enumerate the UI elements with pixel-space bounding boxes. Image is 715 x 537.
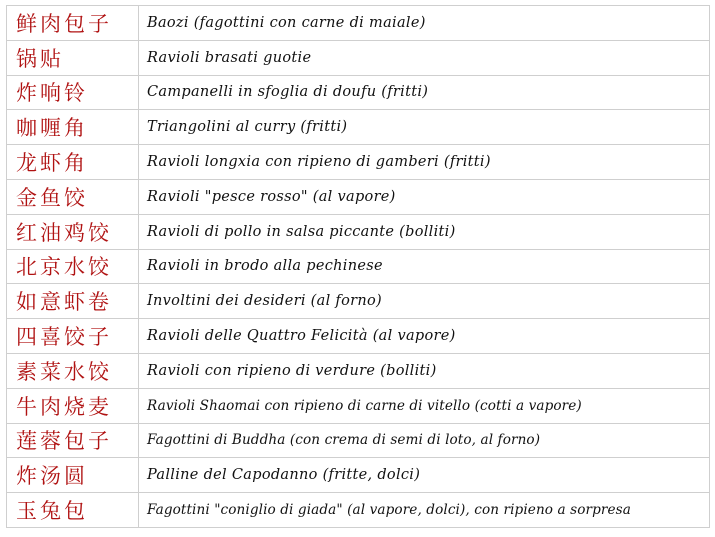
- table-row: [7, 423, 710, 458]
- italian-dish-description: Ravioli "pesce rosso" (al vapore): [139, 179, 710, 214]
- chinese-dish-name: 金鱼饺: [7, 179, 139, 214]
- italian-dish-description: Ravioli con ripieno di verdure (bolliti): [139, 353, 710, 388]
- italian-dish-description: Fagottini "coniglio di giada" (al vapore, dolci), con ripieno a sorpresa: [139, 493, 710, 528]
- italian-dish-description: Campanelli in sfoglia di doufu (fritti): [139, 75, 710, 110]
- italian-dish-description: Palline del Capodanno (fritte, dolci): [139, 458, 710, 493]
- chinese-dish-name: 咖喱角: [7, 110, 139, 145]
- table-row: [7, 458, 710, 493]
- italian-dish-description: Ravioli delle Quattro Felicità (al vapore): [139, 319, 710, 354]
- chinese-dish-name: 牛肉烧麦: [7, 388, 139, 423]
- table-row: [7, 110, 710, 145]
- table-row: [7, 353, 710, 388]
- italian-dish-description: Ravioli di pollo in salsa piccante (bolliti): [139, 214, 710, 249]
- italian-dish-description: Ravioli brasati guotie: [139, 40, 710, 75]
- table-row: [7, 493, 710, 528]
- chinese-dish-name: 四喜饺子: [7, 319, 139, 354]
- chinese-dish-name: 锅贴: [7, 40, 139, 75]
- chinese-dish-name: 龙虾角: [7, 145, 139, 180]
- menu-table: [6, 5, 710, 528]
- table-row: [7, 145, 710, 180]
- chinese-dish-name: 莲蓉包子: [7, 423, 139, 458]
- italian-dish-description: Baozi (fagottini con carne di maiale): [139, 6, 710, 41]
- table-row: [7, 284, 710, 319]
- italian-dish-description: Fagottini di Buddha (con crema di semi di loto, al forno): [139, 423, 710, 458]
- chinese-dish-name: 北京水饺: [7, 249, 139, 284]
- table-row: [7, 249, 710, 284]
- italian-dish-description: Triangolini al curry (fritti): [139, 110, 710, 145]
- table-row: [7, 214, 710, 249]
- table-row: [7, 6, 710, 41]
- table-row: [7, 179, 710, 214]
- table-row: [7, 75, 710, 110]
- table-row: [7, 40, 710, 75]
- chinese-dish-name: 玉兔包: [7, 493, 139, 528]
- italian-dish-description: Ravioli longxia con ripieno di gamberi (fritti): [139, 145, 710, 180]
- chinese-dish-name: 红油鸡饺: [7, 214, 139, 249]
- chinese-dish-name: 炸响铃: [7, 75, 139, 110]
- chinese-dish-name: 如意虾卷: [7, 284, 139, 319]
- chinese-dish-name: 鲜肉包子: [7, 6, 139, 41]
- chinese-dish-name: 素菜水饺: [7, 353, 139, 388]
- italian-dish-description: Involtini dei desideri (al forno): [139, 284, 710, 319]
- table-row: [7, 388, 710, 423]
- italian-dish-description: Ravioli in brodo alla pechinese: [139, 249, 710, 284]
- italian-dish-description: Ravioli Shaomai con ripieno di carne di vitello (cotti a vapore): [139, 388, 710, 423]
- chinese-dish-name: 炸汤圆: [7, 458, 139, 493]
- table-row: [7, 319, 710, 354]
